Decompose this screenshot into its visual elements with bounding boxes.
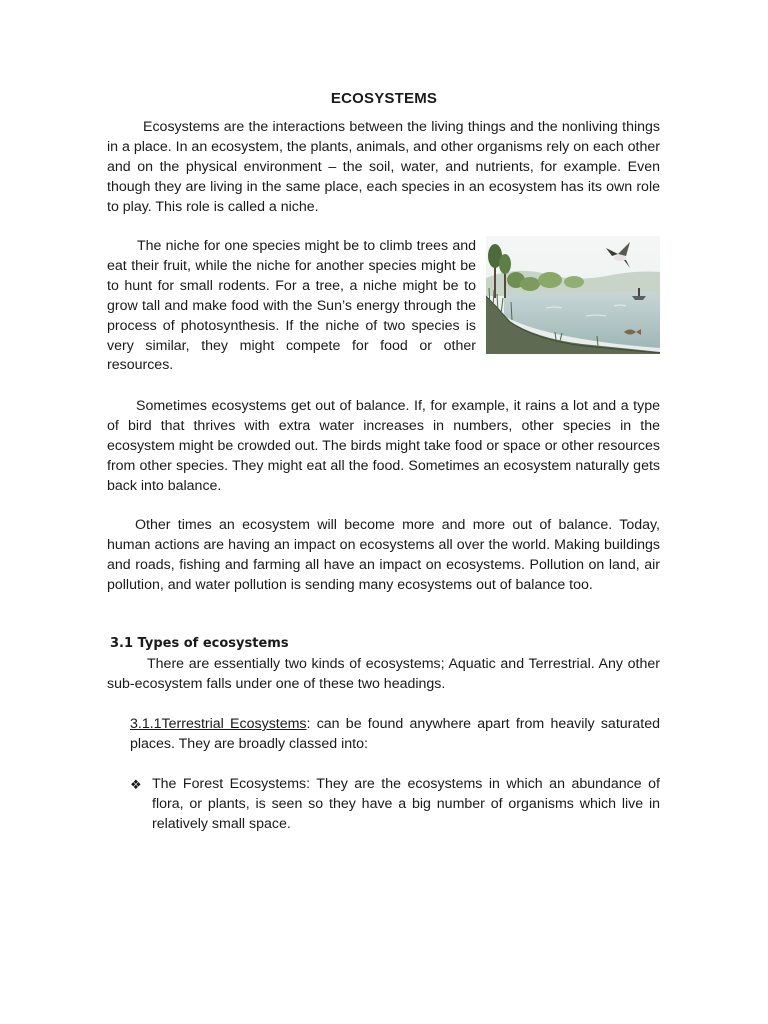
paragraph-human-impact xyxy=(107,516,660,596)
paragraph-text: Other times an ecosystem will become more and more out of balance. Today, human actions are having an impact on ecosystems all over the world. Making buildings and roads, fishing and farming all have an impact on ecosystems. Pollution on land, air pollution, and water pollution is sending many ecosystems out of balance too. xyxy=(107,517,660,593)
subsection-terrestrial xyxy=(130,715,660,755)
section-intro xyxy=(107,655,660,695)
paragraph-text: Ecosystems are the interactions between the living things and the nonliving things in a place. In an ecosystem, the plants, animals, and other organisms rely on each other and on the physical environment – the soil, water, and nutrients, for example. Even though they are living in the same place, each species in an ecosystem has its own role to play. This role is called a niche. xyxy=(107,119,660,215)
paragraph-intro xyxy=(107,118,660,218)
list-item-text: The Forest Ecosystems: They are the ecosystems in which an abundance of flora, or plants, is seen so they have a big number of organisms which live in relatively small space. xyxy=(152,776,660,832)
paragraph-text: There are essentially two kinds of ecosystems; Aquatic and Terrestrial. Any other sub-ecosystem falls under one of these two headings. xyxy=(107,656,660,692)
paragraph-niche xyxy=(107,237,476,376)
paragraph-text: Sometimes ecosystems get out of balance. If, for example, it rains a lot and a type of bird that thrives with extra water increases in numbers, other species in the ecosystem might be crowded out. The birds might take food or space or other resources from other species. They might eat all the food. Sometimes an ecosystem naturally gets back into balance. xyxy=(107,398,660,494)
wetland-ecosystem-illustration xyxy=(486,236,660,354)
subsection-label: 3.1.1Terrestrial Ecosystems xyxy=(130,716,307,732)
paragraph-balance xyxy=(107,397,660,497)
diamond-bullet-icon: ❖ xyxy=(130,777,142,792)
subsection-text: : can be found anywhere apart from heavily saturated places. They are broadly classed into: xyxy=(130,716,660,752)
page-title: ECOSYSTEMS xyxy=(330,90,438,107)
section-heading: 3.1 Types of ecosystems xyxy=(110,636,289,651)
paragraph-text: The niche for one species might be to climb trees and eat their fruit, while the niche for another species might be to hunt for small rodents. For a tree, a niche might be to grow tall and make food with the Sun’s energy through the process of photosynthesis. If the niche of two species is very similar, they might compete for food or other resources. xyxy=(107,238,476,374)
